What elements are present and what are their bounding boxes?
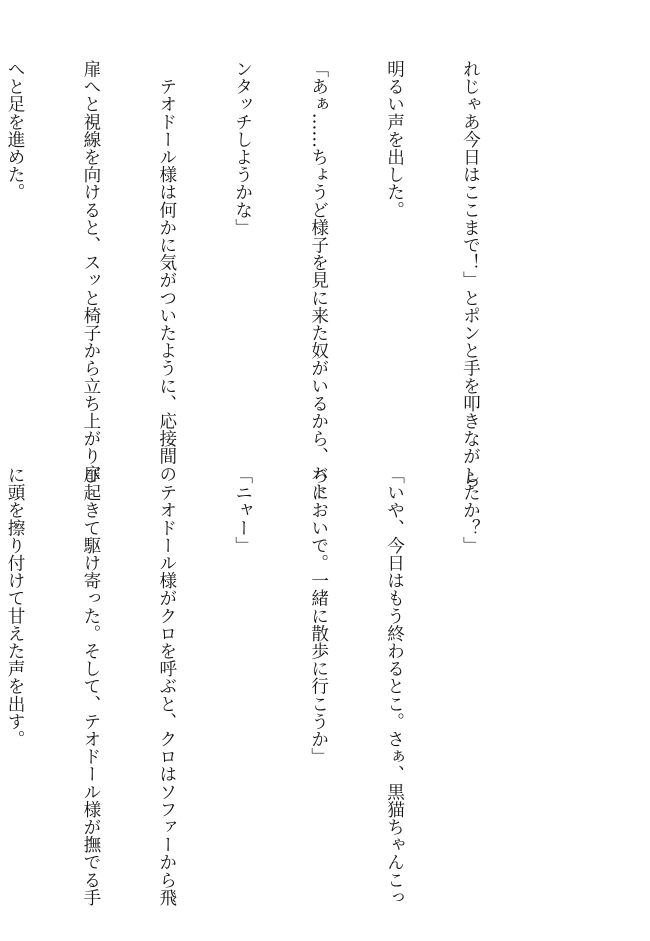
text-line: ちにおいで。一緒に散歩に行こうか」: [308, 466, 329, 766]
text-line: れじゃあ今日はここまで！」とポンと手を叩きなが ら: [460, 60, 481, 488]
text-line: 「ニャー」: [232, 466, 253, 554]
text-line: テオドール様がクロを呼ぶと、クロはソファーから飛: [156, 466, 177, 906]
text-line: テオドール様は何かに気がついたように、応接間の: [156, 60, 177, 483]
text-line: ンタッチしようかな」: [232, 60, 253, 236]
text-line: び起きて駆け寄った。そして、テオドール様が撫でる手: [80, 466, 101, 906]
text-line: 「あぁ……ちょうど様子を見に来た奴がいるから、バト: [308, 60, 329, 500]
text-block-upper: [5, 60, 533, 500]
text-line: 明るい声を出した。: [384, 60, 405, 219]
text-block-lower: [5, 466, 533, 906]
text-line: 扉へと視線を向けると、スッと椅子から立ち上がり扉: [80, 60, 101, 483]
text-line: へと足を進めた。: [5, 60, 26, 201]
text-line: に頭を擦り付けて甘えた声を出す。: [5, 466, 26, 748]
text-line: したか？」: [460, 466, 481, 554]
text-line: 「いや、今日はもう終わるとこ。さぁ、黒猫ちゃんこっ: [384, 466, 405, 906]
